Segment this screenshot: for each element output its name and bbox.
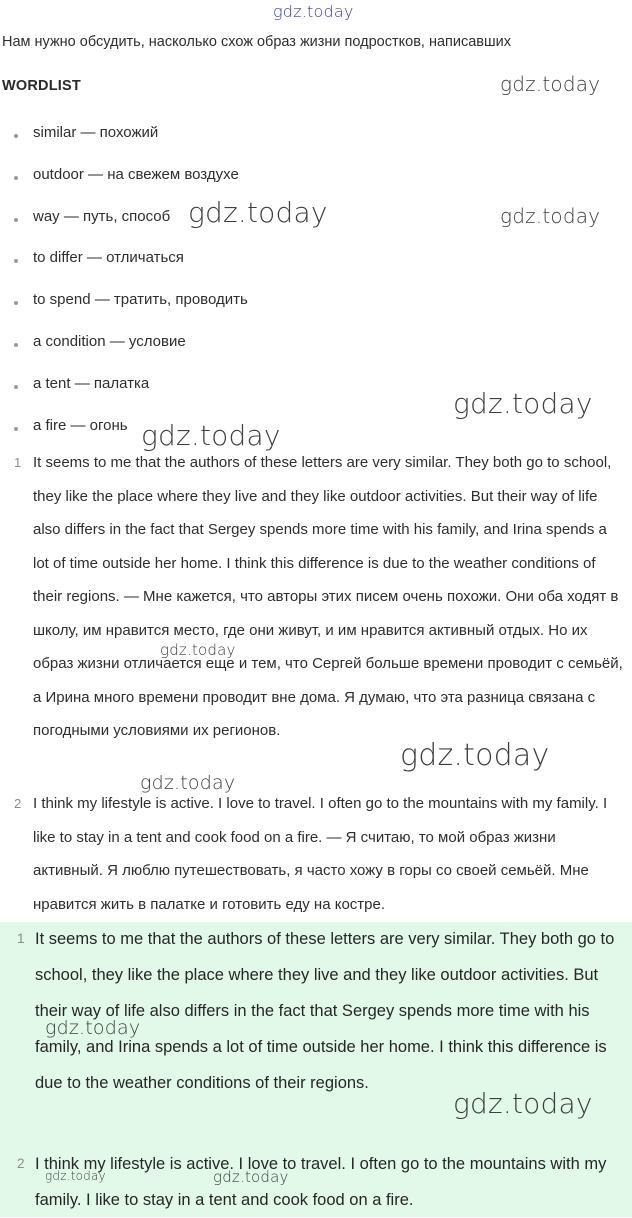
- highlighted-answer-text: It seems to me that the authors of these letters are very similar. They both go to school, they like the place where they live and they like outdoor activities. But their way of life also differs in the fact that Sergey spends more time with his family, and Irina spends a lot of time outside her home. I think this difference is due to the weather conditions of their regions.: [35, 930, 615, 1092]
- wordlist-item: [14, 375, 434, 417]
- wordlist-item-text: way — путь, способ: [33, 207, 171, 225]
- wordlist-item: [14, 249, 434, 291]
- answer-number: 1: [14, 455, 22, 470]
- watermark: gdz.today: [141, 419, 281, 452]
- wordlist-item-text: a condition — условие: [33, 332, 186, 350]
- wordlist-item: [14, 291, 434, 333]
- bullet-icon: [14, 134, 18, 138]
- watermark: gdz.today: [400, 738, 550, 773]
- watermark: gdz.today: [160, 641, 236, 659]
- intro-text: Нам нужно обсудить, насколько схож образ жизни подростков, написавших: [2, 34, 511, 50]
- watermark: gdz.today: [273, 2, 354, 21]
- bullet-icon: [14, 385, 18, 389]
- wordlist-item-text: to spend — тратить, проводить: [33, 291, 248, 309]
- bullet-icon: [14, 176, 18, 180]
- bullet-icon: [14, 218, 18, 222]
- bullet-icon: [14, 343, 18, 347]
- watermark: gdz.today: [453, 1087, 593, 1120]
- watermark: gdz.today: [453, 387, 593, 420]
- wordlist-item-text: outdoor — на свежем воздухе: [33, 165, 239, 183]
- wordlist-item-text: to differ — отличаться: [33, 249, 184, 267]
- watermark: gdz.today: [500, 204, 601, 228]
- watermark: gdz.today: [140, 772, 236, 794]
- highlighted-answer-number: 1: [17, 931, 25, 946]
- wordlist-item-text: a fire — огонь: [33, 416, 128, 434]
- bullet-icon: [14, 259, 18, 263]
- wordlist: [14, 124, 434, 458]
- answer-text: It seems to me that the authors of these letters are very similar. They both go to school, they like the place where they live and they like outdoor activities. But their way of life also differs in the fact that Sergey spends more time with his family, and Irina spends a lot of time outside her home. I think this difference is due to the weather conditions of their regions. — Мне кажется, что авторы этих писем очень похожи. Они оба ходят в школу, им нравится место, где они живут, и им нравится активный отдых. Но их образ жизни отличается еще и тем, что Сергей больше времени проводит с семьёй, а Ирина много времени проводит вне дома. Я думаю, что эта разница связана с погодными условиями их регионов.: [33, 454, 623, 739]
- bullet-icon: [14, 301, 18, 305]
- watermark: gdz.today: [213, 1168, 289, 1186]
- watermark: gdz.today: [188, 196, 328, 229]
- highlighted-answer-text: I think my lifestyle is active. I love to travel. I often go to the mountains with my family. I like to stay in a tent and cook food on a fire.: [35, 1155, 607, 1209]
- wordlist-item-text: similar — похожий: [33, 124, 159, 141]
- watermark: gdz.today: [500, 72, 601, 96]
- wordlist-heading: WORDLIST: [2, 78, 81, 94]
- answer-text: I think my lifestyle is active. I love to travel. I often go to the mountains with my family. I like to stay in a tent and cook food on a fire. — Я считаю, то мой образ жизни активный. Я люблю путешествовать, я часто хожу в горы со своей семьёй. Мне нравится жить в палатке и готовить еду на костре.: [33, 795, 608, 913]
- wordlist-item-text: a tent — палатка: [33, 374, 150, 392]
- bullet-icon: [14, 427, 18, 431]
- watermark: gdz.today: [45, 1169, 106, 1183]
- wordlist-item: [14, 124, 434, 166]
- answer-number: 2: [14, 796, 22, 811]
- watermark: gdz.today: [45, 1017, 141, 1039]
- highlighted-answer-number: 2: [17, 1156, 25, 1171]
- wordlist-item: [14, 333, 434, 375]
